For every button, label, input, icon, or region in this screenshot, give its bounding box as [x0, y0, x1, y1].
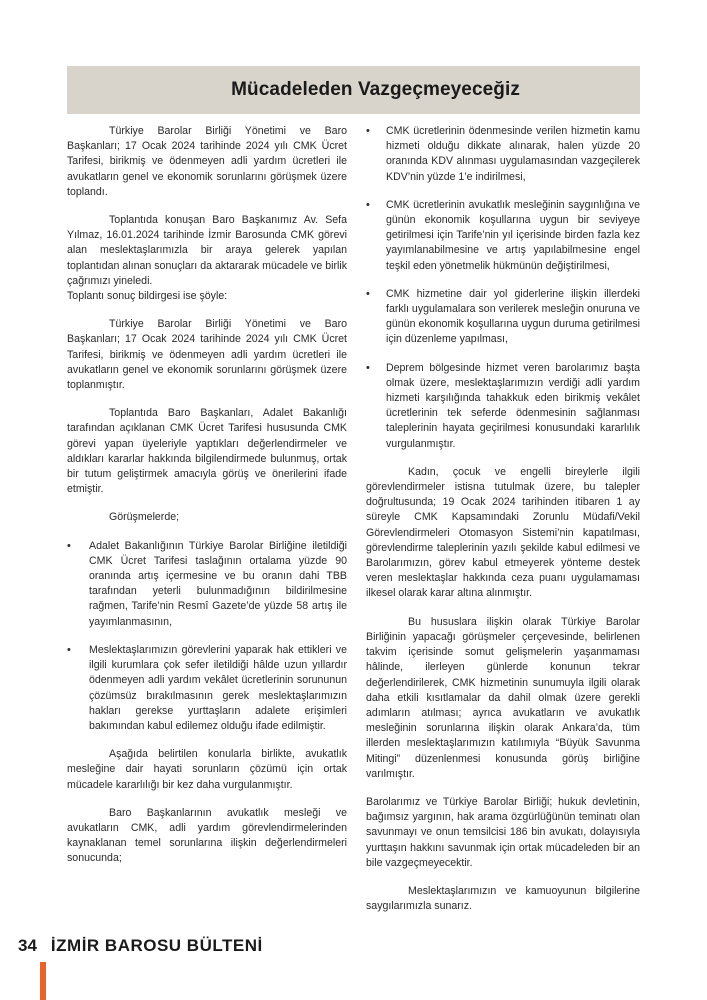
- paragraph: Aşağıda belirtilen konularla birlikte, avukatlık mesleğine dair hayati sorunların çözümü için ortak mücadele kararlılığı bir kez daha vurgulanmıştır.: [67, 748, 347, 791]
- paragraph: Bu hususlara ilişkin olarak Türkiye Barolar Birliğinin yapacağı görüşmeler çerçevesinde, belirlenen takvim içerisinde somut gelişmelerin yaşanmaması hâlinde, ilerleyen günlerde konunun tekrar değerlendirilerek, CMK hizmetinin sunumuyla ilgili olarak daha etkili kısıtlamalar da dahil olmak üzere gerekli adımların atılması; ayrıca avukatların ve avukatlık mesleğinin sorunlarına ilişkin olarak Ankara’da, tüm illerden meslektaşlarımızın katılımıyla “Büyük Savunma Mitingi” düzenlenmesi konusunda görüş birliğine varılmıştır.: [366, 615, 640, 780]
- paragraph: Toplantı sonuç bildirgesi ise şöyle:: [67, 290, 228, 303]
- left-column: [67, 124, 347, 880]
- paragraph: Baro Başkanlarının avukatlık mesleği ve avukatların CMK, adli yardım görevlendirmelerinden kaynaklanan temel sorunlarına ilişkin değerlendirmeleri sonucunda;: [67, 806, 347, 865]
- paragraph: Kadın, çocuk ve engelli bireylerle ilgili görevlendirmeler istisna tutulmak üzere, bu talepler doğrultusunda; 19 Ocak 2024 tarihinden itibaren 1 ay süreyle CMK Kapsamındaki Zorunlu Müdafi/Vekil Görevlendirmeleri Otomasyon Sistemi’nin kapatılması, görevlendirme taleplerinin yazılı şekilde kabul edilmesi ve Barolarımızın, görev kabul etmeyerek yönteme destek veren meslektaşlar hakkında ceza puanı uygulamaması ilkesel olarak karar altına alınmıştır.: [366, 465, 640, 600]
- right-column: [366, 124, 640, 927]
- page-footer: [18, 936, 263, 976]
- paragraph: Toplantıda Baro Başkanları, Adalet Bakanlığı tarafından açıklanan CMK Ücret Tarifesi hususunda CMK görevi yapan üyeleriyle yaptıkları değerlendirmeler ve aldıkları kararlar hakkında bilgilendirmede bulunmuş, ortak bir tutum geliştirmek amacıyla görüş ve önerilerini ifade etmiştir.: [67, 407, 347, 496]
- paragraph: Görüşmelerde;: [109, 511, 180, 524]
- list-item: • CMK ücretlerinin avukatlık mesleğinin saygınlığına ve günün ekonomik koşullarına uygun bir seviyeye getirilmesi için Tarife’nin yıl içerisinde birden fazla kez yayımlanabilmesine ve artış yapılabilmesine engel teşkil eden yönetmelik hükmünün değiştirilmesi,: [366, 198, 640, 272]
- paragraph: Barolarımız ve Türkiye Barolar Birliği; hukuk devletinin, bağımsız yargının, hak arama özgürlüğünün teminatı olan savunmayı ve onun temsilcisi 186 bin avukatı, dolayısıyla yurttaşın hakkını savunmak için ortak mücadeleden bir an bile vazgeçmeyecektir.: [366, 795, 640, 869]
- bullet-icon: •: [67, 539, 71, 552]
- paragraph: Türkiye Barolar Birliği Yönetimi ve Baro Başkanları; 17 Ocak 2024 tarihinde 2024 yılı CMK Ücret Tarifesi, birikmiş ve ödenmeyen adli yardım ücretleri ile avukatların genel ve ekonomik sorunlarını görüşmek üzere toplanmıştır.: [67, 318, 347, 392]
- publication-name: İZMİR BAROSU BÜLTENİ: [50, 936, 263, 955]
- page-number: 34: [18, 936, 37, 955]
- list-item: • Deprem bölgesinde hizmet veren barolarımız başta olmak üzere, meslektaşlarımızın verdiği adli yardım hizmeti karşılığında tahakkuk eden birikmiş vekâlet ücretlerinin tek seferde ödenmesinin sağlanması taleplerinin hayata geçirilmesi konusundaki kararlılık vurgulanmıştır.: [366, 361, 640, 450]
- paragraph: Meslektaşlarımızın ve kamuoyunun bilgilerine saygılarımızla sunarız.: [366, 884, 640, 913]
- bullet-icon: •: [366, 125, 370, 137]
- list-item: • CMK hizmetine dair yol giderlerine ilişkin illerdeki farklı uygulamalara son verilerek mesleğin onuruna ve günün ekonomik koşullarına uygun duruma getirilmesi için düzenleme yapılması,: [366, 287, 640, 346]
- list-item: • Meslektaşlarımızın görevlerini yaparak hak ettikleri ve ilgili kurumlara çok sefer iletildiği hâlde uzun yıllardır ödenmeyen adli yardım vekâlet ücretlerinin sorununun çözümsüz bırakılmasının gerek meslektaşlarımızın hakları gerekse yurttaşların adalete erişimleri bakımından kabul edilemez olduğu ifade edilmiştir.: [67, 643, 347, 732]
- list-item: • Adalet Bakanlığının Türkiye Barolar Birliğine iletildiği CMK Ücret Tarifesi taslağının ortalama yüzde 90 oranında artış içermesine ve bu oranın dahi TBB tarafından yeterli bulunmadığının bildirilmesine rağmen, Tarife’nin Resmî Gazete’de yüzde 58 artış ile yayımlanmasının,: [67, 539, 347, 628]
- list-item: • CMK ücretlerinin ödenmesinde verilen hizmetin kamu hizmeti olduğu dikkate alınarak, halen yüzde 20 oranında KDV alınması uygulamasından vazgeçilerek KDV’nin yüzde 1’e indirilmesi,: [366, 125, 640, 183]
- bullet-list: [366, 124, 640, 452]
- paragraph: Toplantıda konuşan Baro Başkanımız Av. Sefa Yılmaz, 16.01.2024 tarihinde İzmir Barosunda CMK görevi alan meslektaşlarımızla bir araya gelerek yapılan toplantıdan alınan sonuçları da aktararak mücadele ve birlik çağrımızı yineledi.: [67, 214, 347, 287]
- bullet-icon: •: [67, 643, 71, 656]
- bullet-icon: •: [366, 287, 370, 300]
- bullet-list: [67, 539, 347, 734]
- title-band: [67, 66, 640, 114]
- bullet-icon: •: [366, 198, 370, 211]
- paragraph: Türkiye Barolar Birliği Yönetimi ve Baro Başkanları; 17 Ocak 2024 tarihinde 2024 yılı CMK Ücret Tarifesi, birikmiş ve ödenmeyen adli yardım ücretleri ile avukatların genel ve ekonomik sorunlarını görüşmek üzere toplandı.: [67, 125, 347, 198]
- article-title: Mücadeleden Vazgeçmeyeceğiz: [231, 79, 520, 100]
- bullet-icon: •: [366, 361, 370, 374]
- accent-bar: [40, 962, 46, 1000]
